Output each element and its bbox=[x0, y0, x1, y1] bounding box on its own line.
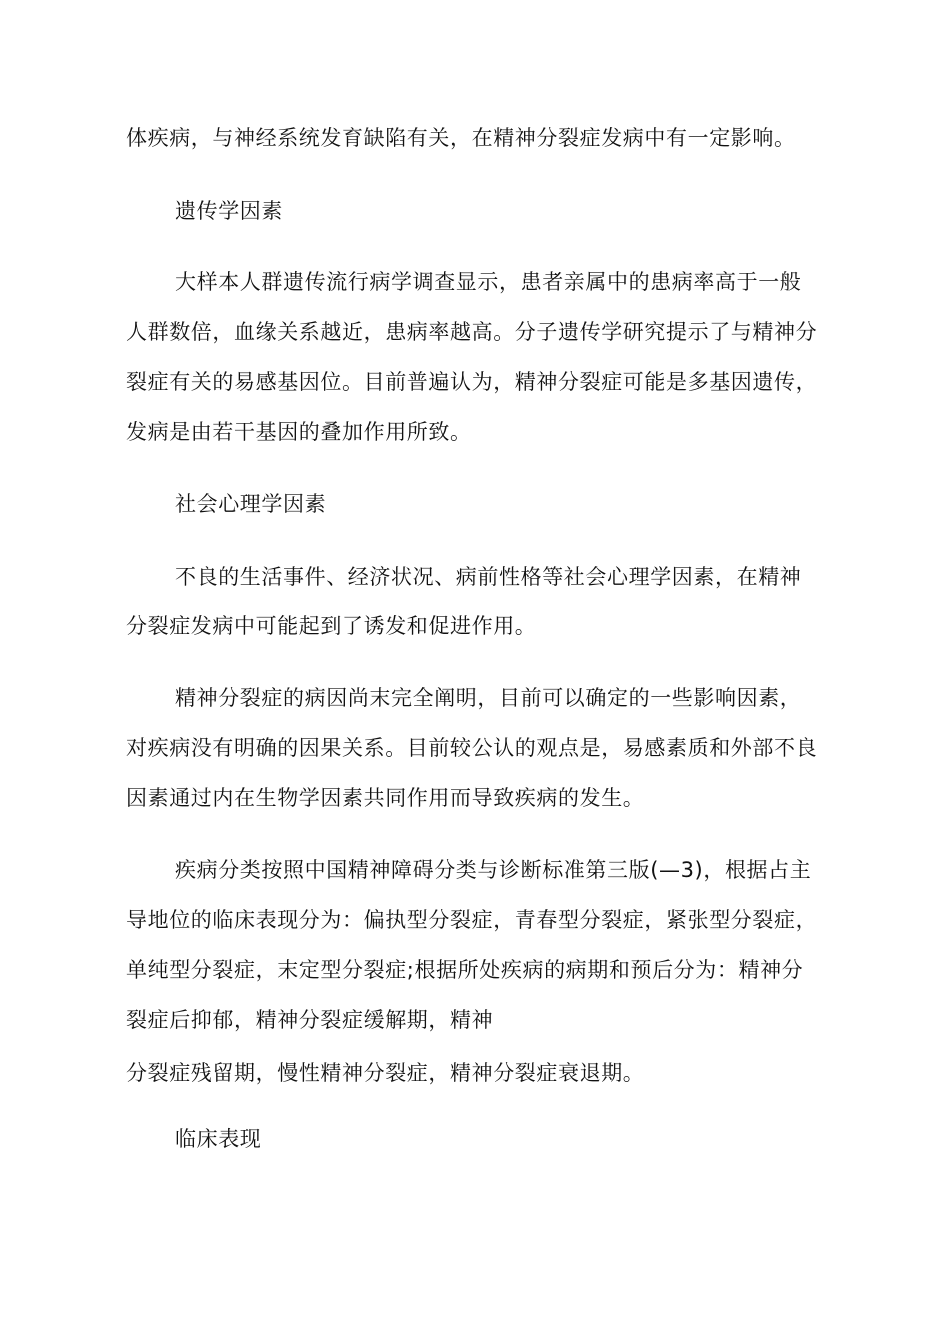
body-text-line: 对疾病没有明确的因果关系。目前较公认的观点是，易感素质和外部不良 bbox=[126, 736, 818, 760]
body-text-line: 分裂症发病中可能起到了诱发和促进作用。 bbox=[126, 614, 537, 638]
section-heading-clinical: 临床表现 bbox=[175, 1127, 262, 1151]
section-heading-genetics: 遗传学因素 bbox=[175, 199, 283, 223]
body-text-line: 裂症有关的易感基因位。目前普遍认为，精神分裂症可能是多基因遗传， bbox=[126, 370, 818, 394]
body-text-line: 导地位的临床表现分为：偏执型分裂症，青春型分裂症，紧张型分裂症， bbox=[126, 908, 818, 932]
body-text-line: 人群数倍，血缘关系越近，患病率越高。分子遗传学研究提示了与精神分 bbox=[126, 320, 818, 344]
body-text-line: 不良的生活事件、经济状况、病前性格等社会心理学因素，在精神 bbox=[175, 565, 802, 589]
body-text-line: 裂症后抑郁，精神分裂症缓解期，精神 bbox=[126, 1008, 494, 1032]
body-text-line: 因素通过内在生物学因素共同作用而导致疾病的发生。 bbox=[126, 786, 645, 810]
body-text-line: 疾病分类按照中国精神障碍分类与诊断标准第三版(—3)，根据占主 bbox=[175, 858, 812, 882]
body-text-line: 发病是由若干基因的叠加作用所致。 bbox=[126, 420, 472, 444]
body-text-line: 体疾病，与神经系统发育缺陷有关，在精神分裂症发病中有一定影响。 bbox=[126, 126, 796, 150]
body-text-line: 单纯型分裂症，末定型分裂症;根据所处疾病的病期和预后分为：精神分 bbox=[126, 958, 804, 982]
body-text-line: 分裂症残留期，慢性精神分裂症，精神分裂症衰退期。 bbox=[126, 1061, 645, 1085]
section-heading-psychosocial: 社会心理学因素 bbox=[175, 492, 327, 516]
body-text-line: 大样本人群遗传流行病学调查显示，患者亲属中的患病率高于一般 bbox=[175, 270, 802, 294]
body-text-line: 精神分裂症的病因尚末完全阐明，目前可以确定的一些影响因素， bbox=[175, 686, 802, 710]
